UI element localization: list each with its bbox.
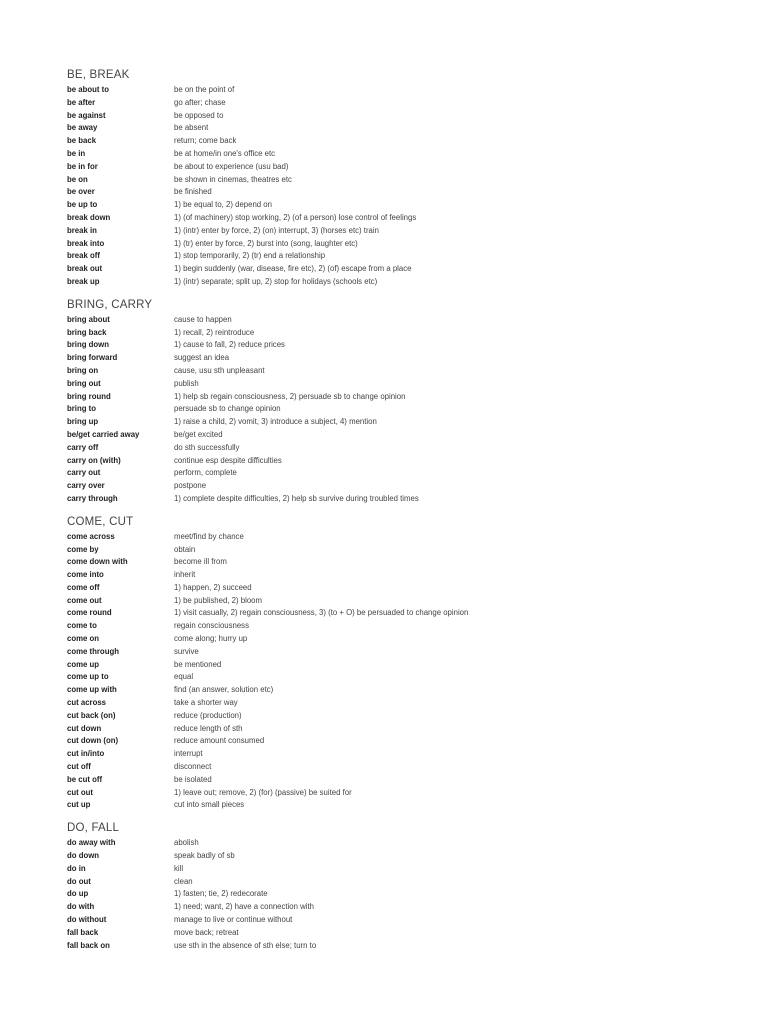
phrasal-verb: bring to (67, 404, 97, 414)
phrasal-verb: do in (67, 863, 86, 873)
phrasal-verb: carry through (67, 493, 118, 503)
phrasal-verb: fall back (67, 927, 99, 937)
definition: 1) be equal to, 2) depend on (174, 200, 272, 210)
definition: return; come back (174, 136, 237, 146)
entry-row (67, 327, 768, 340)
phrasal-verb: be cut off (67, 774, 103, 784)
section (67, 297, 768, 506)
definition: reduce length of sth (174, 723, 243, 733)
definition: continue esp despite difficulties (174, 455, 282, 465)
phrasal-verb: cut down (67, 723, 102, 733)
phrasal-verb: come up (67, 659, 100, 669)
phrasal-verb: do with (67, 902, 95, 912)
entry-row (67, 276, 768, 289)
phrasal-verb: break down (67, 212, 111, 222)
phrasal-verb: come by (67, 544, 99, 554)
definition: be at home/in one's office etc (174, 148, 276, 158)
phrasal-verb: carry out (67, 468, 101, 478)
phrasal-verb: bring forward (67, 353, 118, 363)
definition: publish (174, 378, 199, 388)
phrasal-verb: carry off (67, 442, 99, 452)
entry-row (67, 595, 768, 608)
definition: perform, complete (174, 468, 237, 478)
phrasal-verb: bring out (67, 378, 101, 388)
entry-row (67, 416, 768, 429)
phrasal-verb: cut in/into (67, 749, 105, 759)
definition: 1) begin suddenly (war, disease, fire etc), 2) (of) escape from a place (174, 264, 412, 274)
entry-row (67, 250, 768, 263)
phrasal-verb: come off (67, 582, 100, 592)
definition: cause to happen (174, 314, 232, 324)
phrasal-verb: be over (67, 187, 95, 197)
phrasal-verb: bring back (67, 327, 107, 337)
entry-row (67, 888, 768, 901)
phrasal-verb: break off (67, 251, 100, 261)
entry-row (67, 442, 768, 455)
definition: find (an answer, solution etc) (174, 685, 274, 695)
entry-row (67, 110, 768, 123)
section (67, 67, 768, 289)
phrasal-verb: be in (67, 148, 86, 158)
phrasal-verb: be about to (67, 85, 110, 94)
section-title: BE, BREAK (67, 69, 130, 81)
entry-row (67, 633, 768, 646)
definition: 1) complete despite difficulties, 2) help sb survive during troubled times (174, 493, 419, 503)
definition: use sth in the absence of sth else; turn to (174, 940, 317, 950)
definition: move back; retreat (174, 927, 239, 937)
entry-row (67, 723, 768, 736)
definition: 1) (tr) enter by force, 2) burst into (song, laughter etc) (174, 238, 358, 248)
phrasal-verb: come into (67, 570, 104, 580)
definition: cause, usu sth unpleasant (174, 365, 265, 375)
definition: disconnect (174, 762, 212, 772)
entry-row (67, 876, 768, 889)
phrasal-verb: come through (67, 646, 119, 656)
entry-row (67, 659, 768, 672)
phrasal-verb: carry on (with) (67, 455, 121, 465)
phrasal-verb: come across (67, 531, 115, 541)
definition: 1) cause to fall, 2) reduce prices (174, 340, 285, 350)
definition: 1) leave out; remove, 2) (for) (passive) be suited for (174, 787, 352, 797)
definition: inherit (174, 570, 196, 580)
phrasal-verb: break into (67, 238, 105, 248)
definition: come along; hurry up (174, 634, 248, 644)
entry-row (67, 927, 768, 940)
phrasal-verb: be up to (67, 200, 98, 210)
section (67, 514, 768, 813)
phrasal-verb: break up (67, 276, 100, 286)
entry-row (67, 225, 768, 238)
entry-row (67, 684, 768, 697)
definition: 1) need; want, 2) have a connection with (174, 902, 314, 912)
entry-row (67, 710, 768, 723)
phrasal-verb: bring on (67, 365, 99, 375)
entry-row (67, 582, 768, 595)
phrasal-verb: do up (67, 889, 89, 899)
entry-row (67, 850, 768, 863)
phrasal-verb: fall back on (67, 940, 110, 950)
entry-row (67, 148, 768, 161)
entry-row (67, 378, 768, 391)
definition: reduce (production) (174, 710, 242, 720)
definition: 1) help sb regain consciousness, 2) persuade sb to change opinion (174, 391, 406, 401)
phrasal-verb: cut across (67, 698, 107, 708)
entry-row (67, 735, 768, 748)
phrasal-verb: bring up (67, 417, 99, 427)
definition: become ill from (174, 557, 227, 567)
entry-row (67, 84, 768, 97)
phrasal-verb: do without (67, 915, 107, 925)
definition: be finished (174, 187, 212, 197)
section-title: DO, FALL (67, 822, 120, 835)
entry-row (67, 697, 768, 710)
definition: 1) happen, 2) succeed (174, 582, 252, 592)
section-title: BRING, CARRY (67, 298, 153, 311)
entry-row (67, 122, 768, 135)
definition: regain consciousness (174, 621, 249, 631)
entry-row (67, 914, 768, 927)
entry-row (67, 901, 768, 914)
entry-row (67, 940, 768, 953)
definition: equal (174, 672, 194, 682)
definition: 1) (intr) separate; split up, 2) stop for holidays (schools etc) (174, 276, 378, 286)
phrasal-verb: come round (67, 608, 112, 618)
phrasal-verb: cut off (67, 762, 91, 772)
phrasal-verb: bring down (67, 340, 110, 350)
entry-row (67, 607, 768, 620)
entry-row (67, 365, 768, 378)
definition: go after; chase (174, 97, 226, 107)
section (67, 820, 768, 952)
phrasal-verb: be back (67, 136, 97, 146)
phrasal-verb: carry over (67, 481, 105, 491)
definition: 1) recall, 2) reintroduce (174, 327, 255, 337)
definition: be isolated (174, 774, 212, 784)
definition: survive (174, 646, 199, 656)
phrasal-verb: come out (67, 595, 102, 605)
entry-row (67, 787, 768, 800)
phrasal-verb: come down with (67, 557, 128, 567)
entry-row (67, 263, 768, 276)
entry-row (67, 531, 768, 544)
entry-row (67, 314, 768, 327)
definition: meet/find by chance (174, 531, 244, 541)
phrasal-verb: come up with (67, 685, 117, 695)
definition: abolish (174, 838, 199, 848)
entry-row (67, 761, 768, 774)
definition: cut into small pieces (174, 800, 245, 810)
definition: suggest an idea (174, 353, 230, 363)
phrasal-verb: cut back (on) (67, 710, 116, 720)
entry-row (67, 97, 768, 110)
phrasal-verb: be in for (67, 161, 98, 171)
definition: be shown in cinemas, theatres etc (174, 174, 292, 184)
phrasal-verb: be/get carried away (67, 429, 140, 439)
definition: do sth successfully (174, 442, 240, 452)
definition: 1) visit casually, 2) regain consciousness, 3) (to + O) be persuaded to change opinion (174, 608, 469, 618)
definition: clean (174, 876, 193, 886)
definition: be absent (174, 123, 209, 133)
entry-row (67, 748, 768, 761)
phrasal-verb: do away with (67, 838, 116, 848)
definition: manage to live or continue without (174, 915, 293, 925)
entry-row (67, 671, 768, 684)
phrasal-verb: break in (67, 225, 97, 235)
entry-row (67, 799, 768, 812)
definition: be about to experience (usu bad) (174, 161, 289, 171)
entry-row (67, 863, 768, 876)
phrasal-verb: break out (67, 264, 103, 274)
definition: 1) fasten; tie, 2) redecorate (174, 889, 268, 899)
phrasal-verb: bring round (67, 391, 111, 401)
phrasal-verb: be on (67, 174, 88, 184)
entry-row (67, 403, 768, 416)
phrasal-verb: do down (67, 851, 100, 861)
definition: 1) (intr) enter by force, 2) (on) interrupt, 3) (horses etc) train (174, 225, 379, 235)
phrasal-verb: come up to (67, 672, 109, 682)
entry-row (67, 352, 768, 365)
entry-row (67, 161, 768, 174)
definition: be opposed to (174, 110, 224, 120)
entry-row (67, 544, 768, 557)
entry-row (67, 212, 768, 225)
phrasal-verb: be away (67, 123, 98, 133)
entry-row (67, 646, 768, 659)
definition: take a shorter way (174, 698, 238, 708)
entry-row (67, 391, 768, 404)
definition: be/get excited (174, 429, 223, 439)
entry-row (67, 837, 768, 850)
definition: 1) be published, 2) bloom (174, 595, 262, 605)
phrasal-verb: cut out (67, 787, 93, 797)
definition: speak badly of sb (174, 851, 235, 861)
entry-row (67, 339, 768, 352)
entry-row (67, 135, 768, 148)
definition: reduce amount consumed (174, 736, 265, 746)
phrasal-verb: do out (67, 876, 91, 886)
entry-row (67, 480, 768, 493)
entry-row (67, 556, 768, 569)
definition: persuade sb to change opinion (174, 404, 281, 414)
definition: 1) raise a child, 2) vomit, 3) introduce a subject, 4) mention (174, 417, 377, 427)
definition: kill (174, 863, 184, 873)
entry-row (67, 774, 768, 787)
phrasal-verb: cut up (67, 800, 91, 810)
entry-row (67, 455, 768, 468)
entry-row (67, 429, 768, 442)
entry-row (67, 620, 768, 633)
entry-row (67, 174, 768, 187)
entry-row (67, 186, 768, 199)
entry-row (67, 569, 768, 582)
phrasal-verb: cut down (on) (67, 736, 119, 746)
definition: obtain (174, 544, 196, 554)
section-title: COME, CUT (67, 515, 134, 528)
phrasal-verb: bring about (67, 314, 110, 324)
entry-row (67, 493, 768, 506)
definition: interrupt (174, 749, 203, 759)
entry-row (67, 467, 768, 480)
phrasal-verb: be against (67, 110, 106, 120)
phrasal-verb: be after (67, 97, 96, 107)
definition: 1) (of machinery) stop working, 2) (of a person) lose control of feelings (174, 212, 417, 222)
entry-row (67, 199, 768, 212)
definition: postpone (174, 481, 207, 491)
definition: 1) stop temporarily, 2) (tr) end a relationship (174, 251, 326, 261)
phrasal-verb: come on (67, 634, 100, 644)
entry-row (67, 238, 768, 251)
definition: be mentioned (174, 659, 222, 669)
definition: be on the point of (174, 85, 235, 94)
phrasal-verb: come to (67, 621, 97, 631)
